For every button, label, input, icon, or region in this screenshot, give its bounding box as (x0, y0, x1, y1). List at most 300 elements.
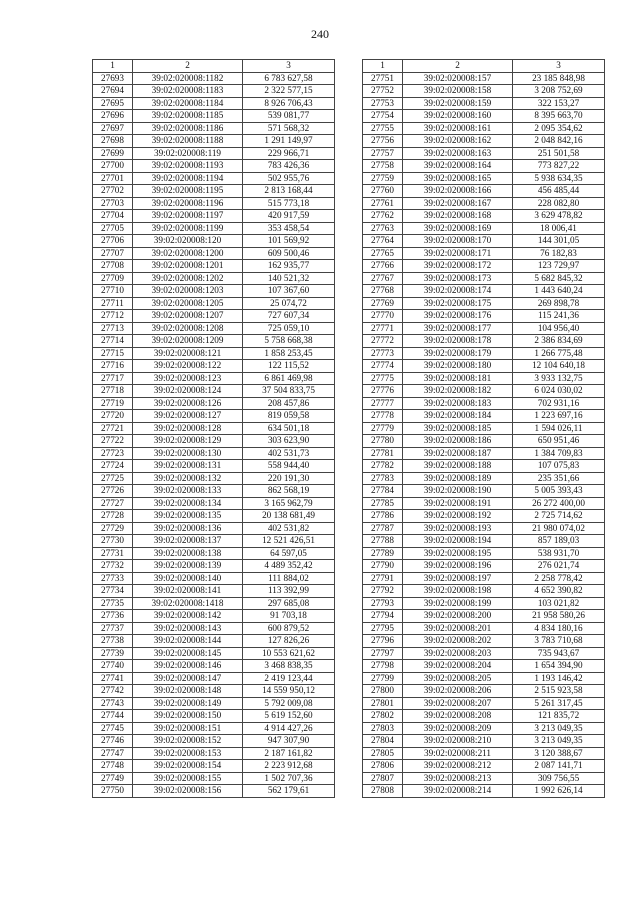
value-cell: 115 241,36 (513, 310, 605, 323)
value-cell: 2 087 141,71 (513, 760, 605, 773)
cadastral-number-cell: 39:02:020008:1197 (133, 210, 243, 223)
cadastral-number-cell: 39:02:020008:148 (133, 685, 243, 698)
table-row (93, 147, 335, 160)
cadastral-number-cell: 39:02:020008:193 (403, 522, 513, 535)
cadastral-number-cell: 39:02:020008:1182 (133, 72, 243, 85)
table-row (93, 197, 335, 210)
cadastral-number-cell: 39:02:020008:122 (133, 360, 243, 373)
table-row (363, 547, 605, 560)
table-row (93, 372, 335, 385)
value-cell: 600 879,52 (243, 622, 335, 635)
row-number-cell: 27762 (363, 210, 403, 223)
row-number-cell: 27700 (93, 160, 133, 173)
cadastral-number-cell: 39:02:020008:131 (133, 460, 243, 473)
cadastral-number-cell: 39:02:020008:184 (403, 410, 513, 423)
value-cell: 303 623,90 (243, 435, 335, 448)
cadastral-number-cell: 39:02:020008:207 (403, 697, 513, 710)
row-number-cell: 27740 (93, 660, 133, 673)
table-row (363, 697, 605, 710)
table-row (363, 760, 605, 773)
row-number-cell: 27697 (93, 122, 133, 135)
table-row (363, 722, 605, 735)
cadastral-number-cell: 39:02:020008:147 (133, 672, 243, 685)
row-number-cell: 27720 (93, 410, 133, 423)
table-row (363, 460, 605, 473)
table-row (93, 460, 335, 473)
row-number-cell: 27794 (363, 610, 403, 623)
table-row (363, 622, 605, 635)
row-number-cell: 27778 (363, 410, 403, 423)
value-cell: 402 531,73 (243, 447, 335, 460)
table-row (363, 772, 605, 785)
value-cell: 862 568,19 (243, 485, 335, 498)
cadastral-number-cell: 39:02:020008:186 (403, 435, 513, 448)
row-number-cell: 27704 (93, 210, 133, 223)
row-number-cell: 27775 (363, 372, 403, 385)
cadastral-number-cell: 39:02:020008:138 (133, 547, 243, 560)
value-cell: 2 725 714,62 (513, 510, 605, 523)
row-number-cell: 27779 (363, 422, 403, 435)
cadastral-number-cell: 39:02:020008:1205 (133, 297, 243, 310)
cadastral-number-cell: 39:02:020008:1194 (133, 172, 243, 185)
table-row (93, 435, 335, 448)
row-number-cell: 27768 (363, 285, 403, 298)
row-number-cell: 27741 (93, 672, 133, 685)
value-cell: 3 783 710,68 (513, 635, 605, 648)
row-number-cell: 27765 (363, 247, 403, 260)
table-row (363, 247, 605, 260)
table-row (93, 172, 335, 185)
value-cell: 353 458,54 (243, 222, 335, 235)
row-number-cell: 27795 (363, 622, 403, 635)
row-number-cell: 27790 (363, 560, 403, 573)
row-number-cell: 27769 (363, 297, 403, 310)
cadastral-number-cell: 39:02:020008:205 (403, 672, 513, 685)
table-row (93, 585, 335, 598)
value-cell: 4 914 427,26 (243, 722, 335, 735)
value-cell: 538 931,70 (513, 547, 605, 560)
cadastral-number-cell: 39:02:020008:202 (403, 635, 513, 648)
cadastral-number-cell: 39:02:020008:173 (403, 272, 513, 285)
row-number-cell: 27771 (363, 322, 403, 335)
row-number-cell: 27806 (363, 760, 403, 773)
table-row (363, 72, 605, 85)
value-cell: 773 827,22 (513, 160, 605, 173)
cadastral-number-cell: 39:02:020008:169 (403, 222, 513, 235)
value-cell: 10 553 621,62 (243, 647, 335, 660)
table-row (363, 597, 605, 610)
cadastral-number-cell: 39:02:020008:213 (403, 772, 513, 785)
cadastral-number-cell: 39:02:020008:137 (133, 535, 243, 548)
row-number-cell: 27776 (363, 385, 403, 398)
value-cell: 2 813 168,44 (243, 185, 335, 198)
row-number-cell: 27764 (363, 235, 403, 248)
value-cell: 91 703,18 (243, 610, 335, 623)
cadastral-number-cell: 39:02:020008:149 (133, 697, 243, 710)
cadastral-number-cell: 39:02:020008:1209 (133, 335, 243, 348)
cadastral-number-cell: 39:02:020008:1185 (133, 110, 243, 123)
row-number-cell: 27777 (363, 397, 403, 410)
row-number-cell: 27754 (363, 110, 403, 123)
value-cell: 456 485,44 (513, 185, 605, 198)
value-cell: 3 208 752,69 (513, 85, 605, 98)
row-number-cell: 27738 (93, 635, 133, 648)
value-cell: 21 958 580,26 (513, 610, 605, 623)
table-row (93, 85, 335, 98)
row-number-cell: 27693 (93, 72, 133, 85)
cadastral-number-cell: 39:02:020008:200 (403, 610, 513, 623)
table-row (363, 97, 605, 110)
row-number-cell: 27770 (363, 310, 403, 323)
cadastral-number-cell: 39:02:020008:190 (403, 485, 513, 498)
value-cell: 725 059,10 (243, 322, 335, 335)
value-cell: 4 489 352,42 (243, 560, 335, 573)
table-row (93, 297, 335, 310)
cadastral-number-cell: 39:02:020008:175 (403, 297, 513, 310)
value-cell: 251 501,58 (513, 147, 605, 160)
table-row (363, 372, 605, 385)
table-row (93, 285, 335, 298)
value-cell: 702 931,16 (513, 397, 605, 410)
table-row (363, 635, 605, 648)
cadastral-number-cell: 39:02:020008:181 (403, 372, 513, 385)
table-row (363, 497, 605, 510)
table-row (93, 697, 335, 710)
table-row (363, 110, 605, 123)
table-row (93, 597, 335, 610)
value-cell: 2 322 577,15 (243, 85, 335, 98)
value-cell: 103 021,82 (513, 597, 605, 610)
value-cell: 25 074,72 (243, 297, 335, 310)
table-row (363, 272, 605, 285)
value-cell: 2 515 923,58 (513, 685, 605, 698)
cadastral-number-cell: 39:02:020008:120 (133, 235, 243, 248)
table-row (363, 785, 605, 798)
cadastral-number-cell: 39:02:020008:178 (403, 335, 513, 348)
value-cell: 515 773,18 (243, 197, 335, 210)
value-cell: 650 951,46 (513, 435, 605, 448)
cadastral-number-cell: 39:02:020008:209 (403, 722, 513, 735)
table-row (93, 235, 335, 248)
table-row (363, 297, 605, 310)
cadastral-number-cell: 39:02:020008:174 (403, 285, 513, 298)
cadastral-number-cell: 39:02:020008:1200 (133, 247, 243, 260)
value-cell: 2 095 354,62 (513, 122, 605, 135)
value-cell: 140 521,32 (243, 272, 335, 285)
cadastral-number-cell: 39:02:020008:199 (403, 597, 513, 610)
value-cell: 819 059,58 (243, 410, 335, 423)
row-number-cell: 27763 (363, 222, 403, 235)
row-number-cell: 27727 (93, 497, 133, 510)
row-number-cell: 27713 (93, 322, 133, 335)
row-number-cell: 27772 (363, 335, 403, 348)
table-row (93, 560, 335, 573)
row-number-cell: 27767 (363, 272, 403, 285)
row-number-cell: 27785 (363, 497, 403, 510)
value-cell: 8 926 706,43 (243, 97, 335, 110)
cadastral-number-cell: 39:02:020008:172 (403, 260, 513, 273)
row-number-cell: 27796 (363, 635, 403, 648)
page-number: 240 (311, 27, 329, 41)
value-cell: 162 935,77 (243, 260, 335, 273)
value-cell: 20 138 681,49 (243, 510, 335, 523)
value-cell: 1 384 709,83 (513, 447, 605, 460)
table-row (93, 772, 335, 785)
value-cell: 2 223 912,68 (243, 760, 335, 773)
value-cell: 558 944,40 (243, 460, 335, 473)
cadastral-number-cell: 39:02:020008:176 (403, 310, 513, 323)
cadastral-number-cell: 39:02:020008:214 (403, 785, 513, 798)
value-cell: 1 654 394,90 (513, 660, 605, 673)
value-cell: 735 943,67 (513, 647, 605, 660)
row-number-cell: 27808 (363, 785, 403, 798)
cadastral-number-cell: 39:02:020008:151 (133, 722, 243, 735)
table-row (363, 147, 605, 160)
value-cell: 76 182,83 (513, 247, 605, 260)
value-cell: 113 392,99 (243, 585, 335, 598)
table-row (363, 85, 605, 98)
cadastral-number-cell: 39:02:020008:146 (133, 660, 243, 673)
cadastral-number-cell: 39:02:020008:198 (403, 585, 513, 598)
table-row (93, 747, 335, 760)
row-number-cell: 27766 (363, 260, 403, 273)
table-row (363, 660, 605, 673)
table-row (363, 735, 605, 748)
cadastral-number-cell: 39:02:020008:1196 (133, 197, 243, 210)
value-cell: 571 568,32 (243, 122, 335, 135)
value-cell: 1 992 626,14 (513, 785, 605, 798)
cadastral-number-cell: 39:02:020008:135 (133, 510, 243, 523)
table-row (363, 197, 605, 210)
value-cell: 235 351,66 (513, 472, 605, 485)
row-number-cell: 27787 (363, 522, 403, 535)
value-cell: 4 652 390,82 (513, 585, 605, 598)
value-cell: 228 082,80 (513, 197, 605, 210)
cadastral-number-cell: 39:02:020008:196 (403, 560, 513, 573)
cadastral-number-cell: 39:02:020008:156 (133, 785, 243, 798)
cadastral-number-cell: 39:02:020008:129 (133, 435, 243, 448)
value-cell: 3 213 049,35 (513, 722, 605, 735)
table-row (363, 685, 605, 698)
row-number-cell: 27786 (363, 510, 403, 523)
table-row (93, 535, 335, 548)
row-number-cell: 27757 (363, 147, 403, 160)
cadastral-number-cell: 39:02:020008:191 (403, 497, 513, 510)
cadastral-number-cell: 39:02:020008:167 (403, 197, 513, 210)
row-number-cell: 27733 (93, 572, 133, 585)
cadastral-number-cell: 39:02:020008:192 (403, 510, 513, 523)
table-row (93, 272, 335, 285)
value-cell: 3 468 838,35 (243, 660, 335, 673)
cadastral-number-cell: 39:02:020008:188 (403, 460, 513, 473)
row-number-cell: 27701 (93, 172, 133, 185)
row-number-cell: 27749 (93, 772, 133, 785)
value-cell: 727 607,34 (243, 310, 335, 323)
cadastral-number-cell: 39:02:020008:210 (403, 735, 513, 748)
row-number-cell: 27759 (363, 172, 403, 185)
table-row (93, 110, 335, 123)
cadastral-number-cell: 39:02:020008:128 (133, 422, 243, 435)
table-row (93, 635, 335, 648)
value-cell: 2 419 123,44 (243, 672, 335, 685)
cadastral-number-cell: 39:02:020008:134 (133, 497, 243, 510)
table-row (363, 135, 605, 148)
row-number-cell: 27747 (93, 747, 133, 760)
table-row (93, 672, 335, 685)
cadastral-number-cell: 39:02:020008:1183 (133, 85, 243, 98)
value-cell: 857 189,03 (513, 535, 605, 548)
table-row (363, 235, 605, 248)
table-row (93, 335, 335, 348)
value-cell: 402 531,82 (243, 522, 335, 535)
row-number-cell: 27735 (93, 597, 133, 610)
table-row (363, 360, 605, 373)
cadastral-number-cell: 39:02:020008:130 (133, 447, 243, 460)
cadastral-number-cell: 39:02:020008:161 (403, 122, 513, 135)
cadastral-number-cell: 39:02:020008:182 (403, 385, 513, 398)
table-row (93, 722, 335, 735)
value-cell: 123 729,97 (513, 260, 605, 273)
cadastral-number-cell: 39:02:020008:206 (403, 685, 513, 698)
table-row (363, 322, 605, 335)
cadastral-number-cell: 39:02:020008:1201 (133, 260, 243, 273)
row-number-cell: 27788 (363, 535, 403, 548)
value-cell: 5 261 317,45 (513, 697, 605, 710)
row-number-cell: 27783 (363, 472, 403, 485)
table-row (363, 160, 605, 173)
value-cell: 322 153,27 (513, 97, 605, 110)
header-row (363, 60, 605, 73)
cadastral-number-cell: 39:02:020008:1202 (133, 272, 243, 285)
cadastral-number-cell: 39:02:020008:150 (133, 710, 243, 723)
row-number-cell: 27791 (363, 572, 403, 585)
value-cell: 5 619 152,60 (243, 710, 335, 723)
value-cell: 220 191,30 (243, 472, 335, 485)
value-cell: 37 504 833,75 (243, 385, 335, 398)
table-row (93, 785, 335, 798)
value-cell: 12 104 640,18 (513, 360, 605, 373)
table-row (363, 210, 605, 223)
cadastral-number-cell: 39:02:020008:179 (403, 347, 513, 360)
value-cell: 6 783 627,58 (243, 72, 335, 85)
table-row (93, 210, 335, 223)
value-cell: 609 500,46 (243, 247, 335, 260)
table-row (93, 510, 335, 523)
value-cell: 2 187 161,82 (243, 747, 335, 760)
header-cell: 3 (243, 60, 335, 73)
row-number-cell: 27726 (93, 485, 133, 498)
header-cell: 1 (93, 60, 133, 73)
cadastral-number-cell: 39:02:020008:164 (403, 160, 513, 173)
row-number-cell: 27801 (363, 697, 403, 710)
row-number-cell: 27734 (93, 585, 133, 598)
value-cell: 144 301,05 (513, 235, 605, 248)
row-number-cell: 27748 (93, 760, 133, 773)
table-row (363, 397, 605, 410)
row-number-cell: 27780 (363, 435, 403, 448)
table-row (93, 660, 335, 673)
row-number-cell: 27774 (363, 360, 403, 373)
value-cell: 3 933 132,75 (513, 372, 605, 385)
cadastral-number-cell: 39:02:020008:1208 (133, 322, 243, 335)
cadastral-number-cell: 39:02:020008:1186 (133, 122, 243, 135)
cadastral-number-cell: 39:02:020008:195 (403, 547, 513, 560)
cadastral-number-cell: 39:02:020008:153 (133, 747, 243, 760)
row-number-cell: 27799 (363, 672, 403, 685)
cadastral-number-cell: 39:02:020008:183 (403, 397, 513, 410)
value-cell: 5 792 009,08 (243, 697, 335, 710)
table-row (93, 360, 335, 373)
table-row (363, 260, 605, 273)
value-cell: 783 426,36 (243, 160, 335, 173)
table-row (93, 160, 335, 173)
value-cell: 502 955,76 (243, 172, 335, 185)
value-cell: 26 272 400,00 (513, 497, 605, 510)
cadastral-number-cell: 39:02:020008:1195 (133, 185, 243, 198)
cadastral-number-cell: 39:02:020008:126 (133, 397, 243, 410)
cadastral-number-cell: 39:02:020008:187 (403, 447, 513, 460)
cadastral-number-cell: 39:02:020008:140 (133, 572, 243, 585)
value-cell: 2 048 842,16 (513, 135, 605, 148)
table-row (93, 735, 335, 748)
table-row (363, 647, 605, 660)
table-row (93, 247, 335, 260)
cadastral-number-cell: 39:02:020008:154 (133, 760, 243, 773)
value-cell: 1 858 253,45 (243, 347, 335, 360)
value-cell: 21 980 074,02 (513, 522, 605, 535)
table-row (93, 397, 335, 410)
cadastral-number-cell: 39:02:020008:142 (133, 610, 243, 623)
row-number-cell: 27753 (363, 97, 403, 110)
cadastral-number-cell: 39:02:020008:121 (133, 347, 243, 360)
value-cell: 2 258 778,42 (513, 572, 605, 585)
table-row (363, 747, 605, 760)
cadastral-number-cell: 39:02:020008:1203 (133, 285, 243, 298)
table-row (93, 760, 335, 773)
row-number-cell: 27729 (93, 522, 133, 535)
value-cell: 5 005 393,43 (513, 485, 605, 498)
row-number-cell: 27717 (93, 372, 133, 385)
value-cell: 121 835,72 (513, 710, 605, 723)
header-cell: 3 (513, 60, 605, 73)
table-row (363, 310, 605, 323)
row-number-cell: 27760 (363, 185, 403, 198)
table-row (363, 510, 605, 523)
header-cell: 2 (133, 60, 243, 73)
table-row (93, 347, 335, 360)
value-cell: 947 307,90 (243, 735, 335, 748)
table-row (363, 222, 605, 235)
value-cell: 3 629 478,82 (513, 210, 605, 223)
value-cell: 127 826,26 (243, 635, 335, 648)
row-number-cell: 27807 (363, 772, 403, 785)
row-number-cell: 27711 (93, 297, 133, 310)
row-number-cell: 27725 (93, 472, 133, 485)
value-cell: 1 266 775,48 (513, 347, 605, 360)
table-row (363, 122, 605, 135)
value-cell: 107 075,83 (513, 460, 605, 473)
row-number-cell: 27722 (93, 435, 133, 448)
row-number-cell: 27718 (93, 385, 133, 398)
row-number-cell: 27797 (363, 647, 403, 660)
value-cell: 208 457,86 (243, 397, 335, 410)
cadastral-number-cell: 39:02:020008:1199 (133, 222, 243, 235)
cadastral-number-cell: 39:02:020008:1207 (133, 310, 243, 323)
value-cell: 229 966,71 (243, 147, 335, 160)
cadastral-number-cell: 39:02:020008:170 (403, 235, 513, 248)
table-row (363, 672, 605, 685)
row-number-cell: 27721 (93, 422, 133, 435)
